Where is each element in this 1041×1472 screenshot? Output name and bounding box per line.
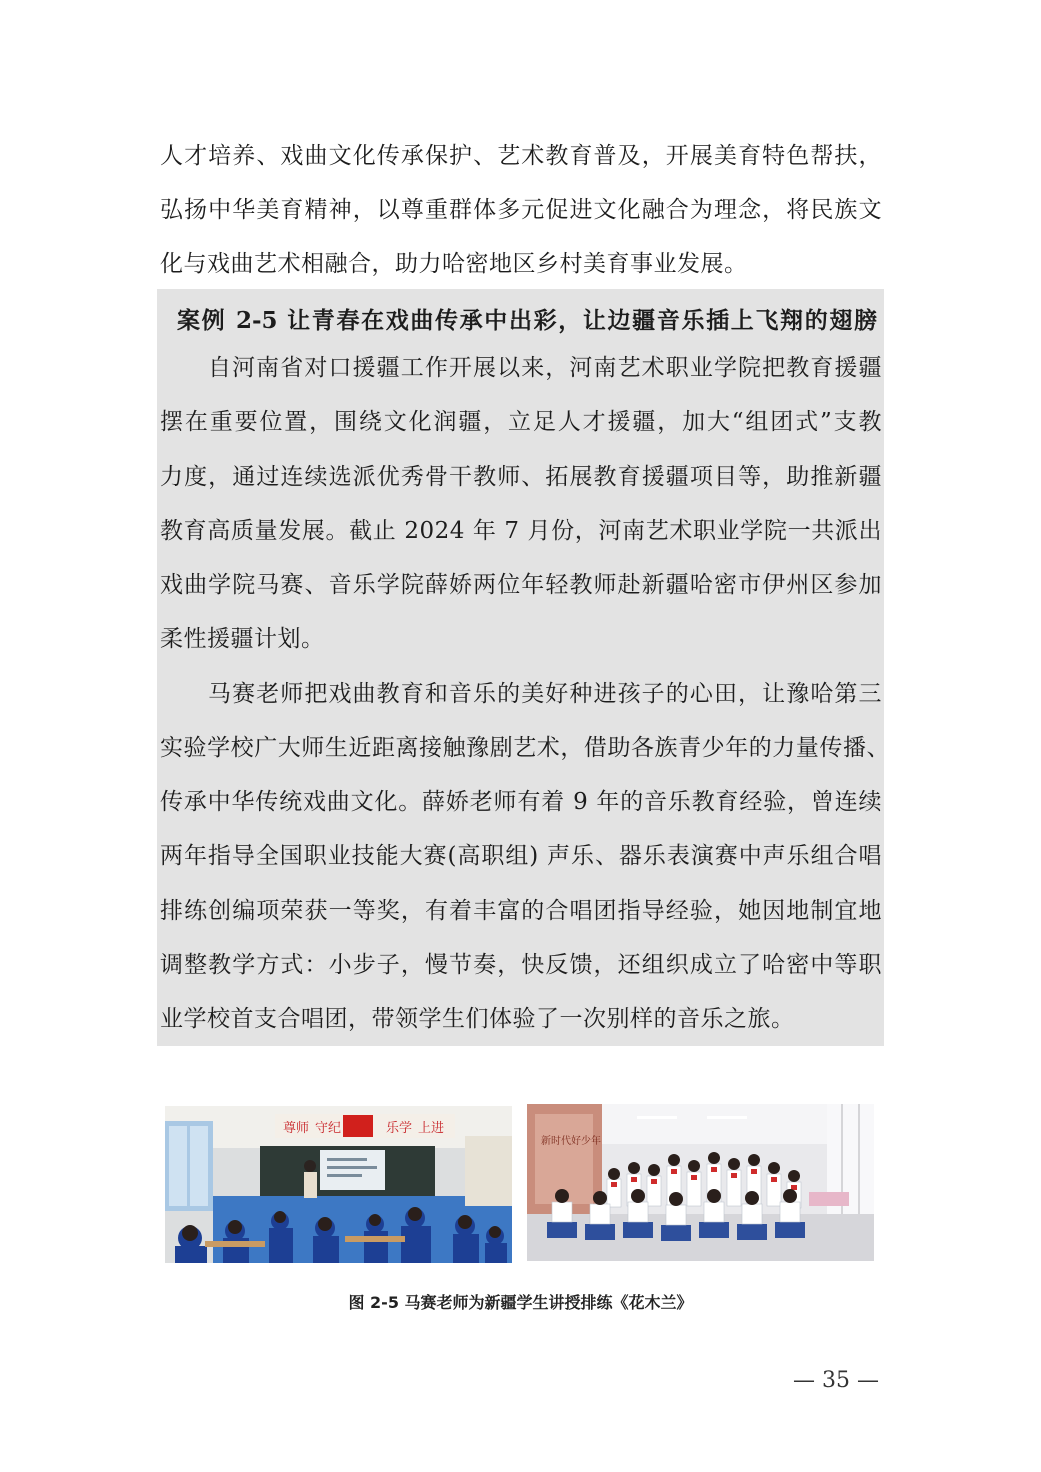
wall-text: 新时代好少年 <box>541 1136 601 1147</box>
figure-caption: 图 2-5 马赛老师为新疆学生讲授排练《花木兰》 <box>348 1293 693 1312</box>
banner-text-4: 上进 <box>418 1121 445 1136</box>
case-title: 案例 2-5 让青春在戏曲传承中出彩，让边疆音乐插上飞翔的翅膀 <box>177 307 877 334</box>
case-paragraph-2-line-2: 实验学校广大师生近距离接触豫剧艺术，借助各族青少年的力量传播、 <box>160 735 890 761</box>
case-paragraph-2-line-3: 传承中华传统戏曲文化。薛娇老师有着 9 年的音乐教育经验，曾连续 <box>160 789 882 815</box>
case-paragraph-1-line-4: 教育高质量发展。截止 2024 年 7 月份，河南艺术职业学院一共派出 <box>160 518 882 544</box>
case-paragraph-1-line-5: 戏曲学院马赛、音乐学院薛娇两位年轻教师赴新疆哈密市伊州区参加 <box>160 572 882 598</box>
case-box <box>157 289 884 1046</box>
case-paragraph-2-line-7: 业学校首支合唱团，带领学生们体验了一次别样的音乐之旅。 <box>160 1006 795 1032</box>
case-paragraph-1-line-6: 柔性援疆计划。 <box>160 626 325 652</box>
case-paragraph-1-line-2: 摆在重要位置，围绕文化润疆，立足人才援疆，加大“组团式”支教 <box>160 409 882 435</box>
case-paragraph-2-line-4: 两年指导全国职业技能大赛(高职组) 声乐、器乐表演赛中声乐组合唱 <box>160 843 882 869</box>
classroom-photo <box>165 1106 512 1263</box>
intro-line-1: 人才培养、戏曲文化传承保护、艺术教育普及，开展美育特色帮扶， <box>160 143 882 169</box>
intro-line-3: 化与戏曲艺术相融合，助力哈密地区乡村美育事业发展。 <box>160 251 748 277</box>
case-paragraph-1-line-3: 力度，通过连续选派优秀骨干教师、拓展教育援疆项目等，助推新疆 <box>160 464 882 490</box>
case-paragraph-1-line-1: 自河南省对口援疆工作开展以来，河南艺术职业学院把教育援疆 <box>208 355 882 381</box>
case-paragraph-2-line-6: 调整教学方式：小步子，慢节奏，快反馈，还组织成立了哈密中等职 <box>160 952 882 978</box>
banner-text-3: 乐学 <box>386 1121 413 1136</box>
case-paragraph-2-line-1: 马赛老师把戏曲教育和音乐的美好种进孩子的心田，让豫哈第三 <box>208 681 882 707</box>
flag-icon <box>343 1115 373 1137</box>
page-number: — 35 — <box>793 1368 879 1393</box>
case-paragraph-2-line-5: 排练创编项荣获一等奖，有着丰富的合唱团指导经验，她因地制宜地 <box>160 898 882 924</box>
intro-line-2: 弘扬中华美育精神，以尊重群体多元促进文化融合为理念，将民族文 <box>160 197 882 223</box>
banner-text-2: 守纪 <box>315 1121 342 1136</box>
projector-screen <box>320 1150 385 1190</box>
banner-text-1: 尊师 <box>283 1121 310 1136</box>
group-photo <box>527 1104 874 1261</box>
